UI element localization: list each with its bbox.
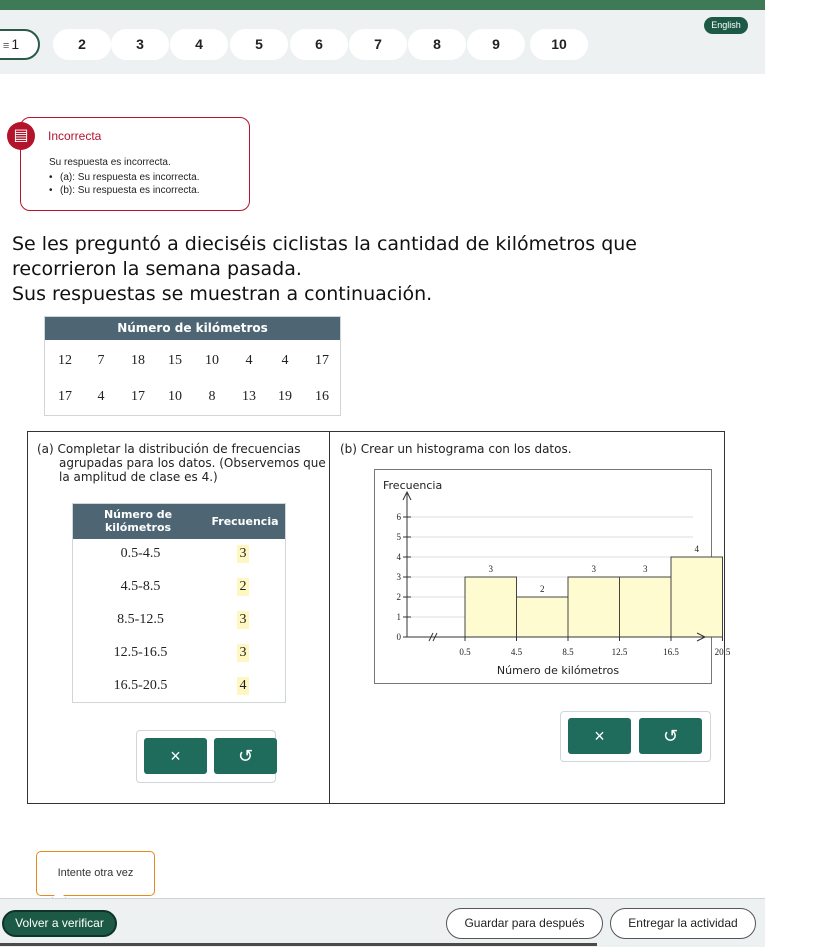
x-tick-label: 4.5	[510, 647, 523, 657]
bar-value-label: 3	[643, 564, 648, 574]
question-text	[12, 232, 782, 307]
frequency-input[interactable]: 3	[237, 644, 249, 662]
frequency-input[interactable]: 3	[237, 545, 249, 563]
answer-divider	[329, 431, 330, 804]
data-cell: 4	[97, 389, 105, 404]
frequency-table-header	[73, 504, 285, 539]
data-cell: 10	[205, 353, 219, 368]
question-nav-item-3[interactable]: 3	[111, 29, 169, 60]
clear-button[interactable]	[568, 718, 631, 754]
menu-icon: ≡	[2, 40, 10, 52]
frequency-row	[73, 538, 285, 570]
x-tick-label: 12.5	[611, 647, 628, 657]
class-interval: 12.5-16.5	[113, 645, 168, 660]
bar-value-label: 4	[694, 544, 699, 554]
frequency-input[interactable]: 3	[237, 611, 249, 629]
question-line: recorrieron la semana pasada.	[12, 258, 302, 280]
histogram-bar	[517, 597, 569, 637]
frequency-row	[73, 670, 285, 702]
y-tick-label: 3	[396, 572, 401, 582]
frequency-column-header: Frecuencia	[211, 515, 279, 528]
frequency-input[interactable]: 2	[237, 578, 249, 596]
histogram-chart[interactable]	[375, 470, 731, 685]
x-tick-label: 16.5	[663, 647, 679, 657]
data-cell: 17	[58, 389, 72, 404]
x-tick-label: 0.5	[459, 647, 471, 657]
question-nav-item-5[interactable]: 5	[230, 29, 288, 60]
question-nav-item-8[interactable]: 8	[408, 29, 466, 60]
x-axis-title: Número de kilómetros	[496, 664, 620, 677]
y-tick-label: 1	[396, 612, 401, 622]
histogram-bar	[568, 577, 620, 637]
feedback-item: • (a): Su respuesta es incorrecta.	[60, 171, 200, 184]
x-tick-label: 20.5	[714, 647, 731, 657]
class-interval: 8.5-12.5	[117, 612, 164, 627]
submit-button[interactable]: Entregar la actividad	[610, 908, 756, 939]
y-tick-label: 6	[396, 512, 401, 522]
bar-value-label: 3	[591, 564, 596, 574]
top-accent-bar	[0, 0, 765, 10]
frequency-row	[73, 637, 285, 669]
y-tick-label: 2	[396, 592, 401, 602]
question-nav-item-2[interactable]: 2	[53, 29, 111, 60]
question-nav-item-9[interactable]: 9	[467, 29, 525, 60]
data-cell: 7	[97, 353, 105, 368]
data-table-row	[45, 351, 340, 371]
save-later-button[interactable]: Guardar para después	[446, 908, 603, 939]
class-column-header: Número de kilómetros	[103, 508, 173, 534]
undo-button[interactable]	[214, 738, 277, 774]
bar-value-label: 2	[540, 584, 545, 594]
x-tick-label: 8.5	[562, 647, 574, 657]
feedback-title: Incorrecta	[48, 129, 102, 143]
y-tick-label: 5	[396, 532, 401, 542]
part-a-instructions: (a) Completar la distribución de frecuencias agrupadas para los datos. (Observemos que la amplitud de clase es 4.)	[37, 442, 326, 484]
hint-bubble: Intente otra vez	[36, 851, 155, 896]
feedback-icon: ▤	[7, 122, 35, 150]
y-axis-title: Frecuencia	[383, 479, 443, 492]
data-cell: 17	[131, 389, 145, 404]
histogram-bar	[465, 577, 517, 637]
data-cell: 12	[58, 353, 72, 368]
data-cell: 15	[168, 353, 182, 368]
question-nav-item-1[interactable]: ≡ 1	[0, 29, 40, 60]
question-nav-item-6[interactable]: 6	[290, 29, 348, 60]
data-cell: 19	[278, 389, 292, 404]
data-table	[44, 316, 341, 416]
question-nav-item-7[interactable]: 7	[349, 29, 407, 60]
y-tick-label: 0	[396, 632, 401, 642]
data-cell: 18	[131, 353, 145, 368]
data-cell: 4	[281, 353, 289, 368]
frequency-input[interactable]: 4	[237, 677, 249, 695]
close-icon: ×	[170, 746, 181, 766]
class-interval: 16.5-20.5	[113, 678, 168, 693]
data-table-header: Número de kilómetros	[45, 317, 340, 340]
class-interval: 0.5-4.5	[120, 546, 161, 561]
feedback-item: • (b): Su respuesta es incorrecta.	[60, 184, 200, 197]
footer-scroll-indicator	[0, 943, 597, 946]
histogram-panel[interactable]	[374, 469, 731, 684]
frequency-row	[73, 604, 285, 636]
bar-value-label: 3	[488, 564, 493, 574]
data-cell: 17	[315, 353, 329, 368]
language-button[interactable]: English	[704, 17, 748, 34]
question-nav-item-10[interactable]: 10	[530, 29, 588, 60]
question-nav-item-4[interactable]: 4	[170, 29, 228, 60]
feedback-list	[60, 171, 200, 197]
y-tick-label: 4	[396, 552, 401, 562]
histogram-bar	[671, 557, 723, 637]
data-cell: 13	[242, 389, 256, 404]
histogram-bar	[620, 577, 672, 637]
undo-icon: ↺	[237, 746, 254, 766]
data-cell: 10	[168, 389, 182, 404]
data-cell: 8	[208, 389, 216, 404]
question-line: Sus respuestas se muestran a continuación.	[12, 283, 433, 305]
data-cell: 4	[245, 353, 253, 368]
part-b-instructions: (b) Crear un histograma con los datos.	[340, 442, 572, 456]
frequency-row	[73, 571, 285, 603]
recheck-button[interactable]: Volver a verificar	[2, 910, 117, 937]
data-table-row	[45, 387, 340, 407]
feedback-message: Su respuesta es incorrecta.	[49, 157, 171, 168]
clear-button[interactable]	[144, 738, 207, 774]
undo-icon: ↺	[662, 726, 679, 746]
question-line: Se les preguntó a dieciséis ciclistas la cantidad de kilómetros que	[12, 233, 637, 255]
close-icon: ×	[594, 726, 605, 746]
undo-button[interactable]	[639, 718, 702, 754]
class-interval: 4.5-8.5	[120, 579, 161, 594]
data-cell: 16	[315, 389, 329, 404]
